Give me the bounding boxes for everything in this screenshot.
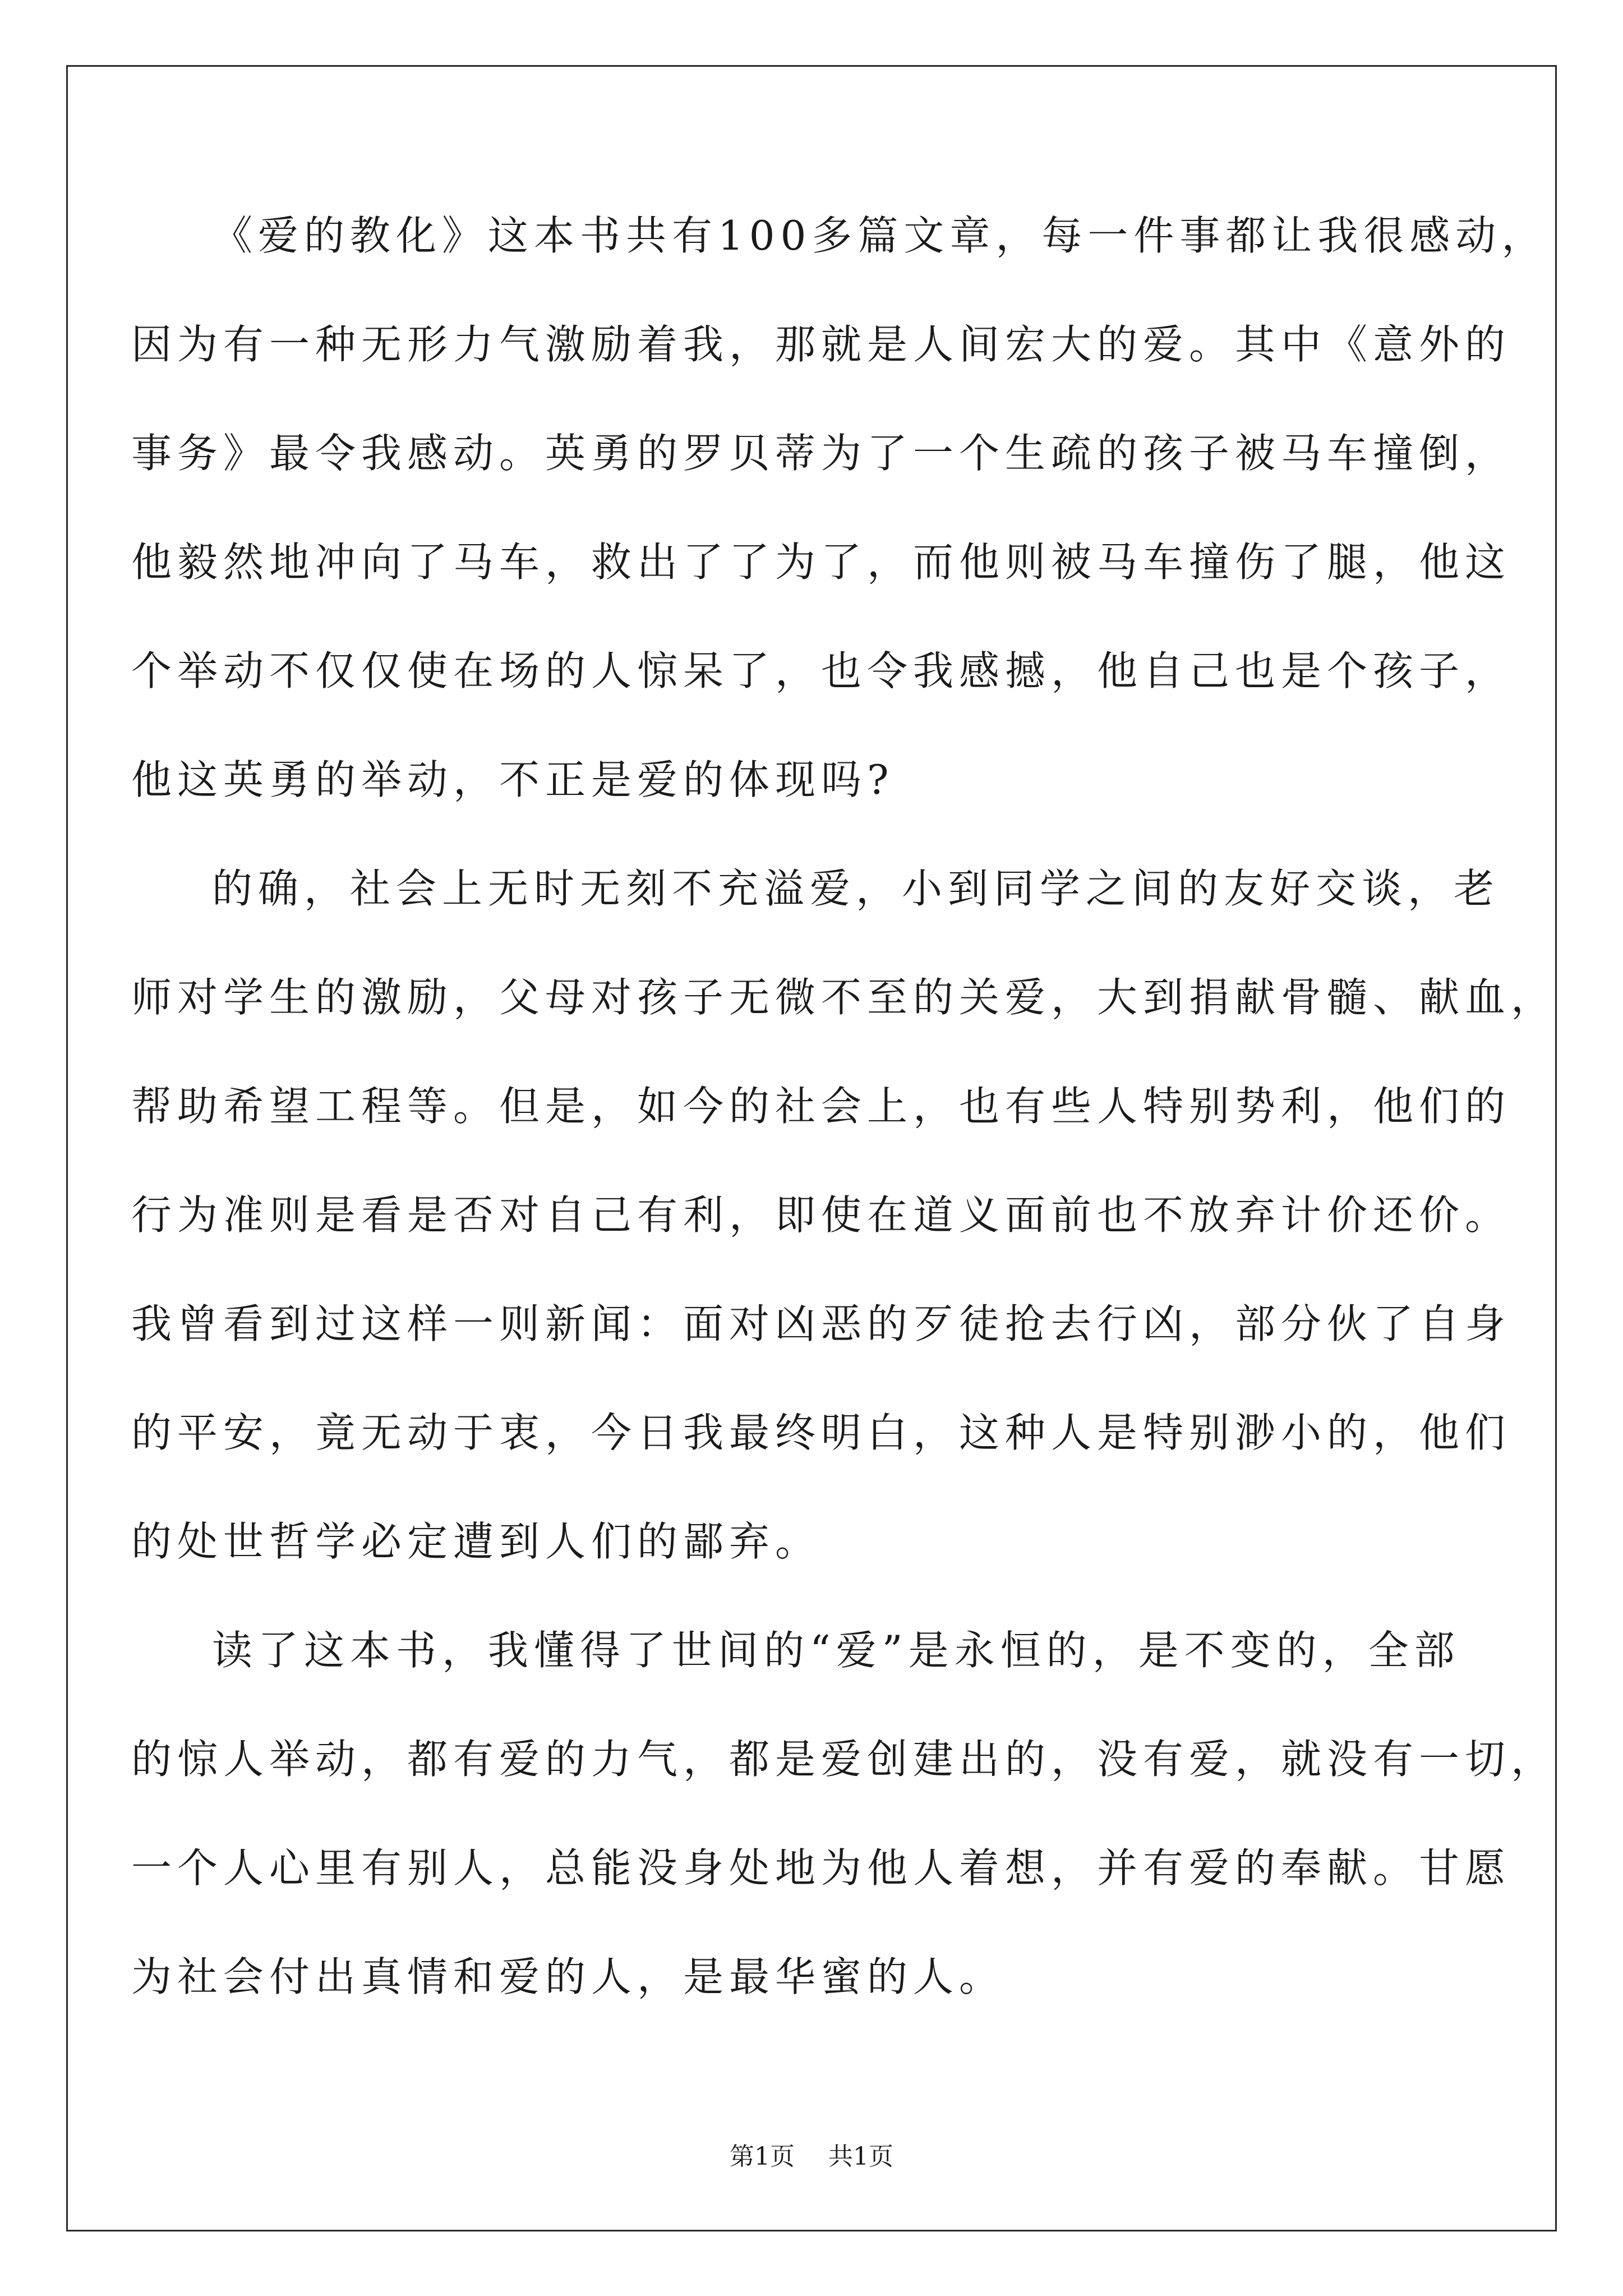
text-line: 个举动不仅仅使在场的人惊呆了，也令我感撼，他自己也是个孩子， [131,647,1511,694]
page-number: 第1页 [730,2142,795,2171]
text-line: 行为准则是看是否对自己有利，即使在道义面前也不放弃计价还价。 [131,1191,1511,1239]
text-line: 帮助希望工程等。但是，如今的社会上，也有些人特别势利，他们的 [131,1083,1511,1130]
paragraph-2 [131,834,1556,1596]
paragraph-3 [131,1596,1556,2031]
page-total: 共1页 [828,2142,893,2171]
text-line: 一个人心里有别人，总能没身处地为他人着想，并有爱的奉献。甘愿 [131,1844,1511,1892]
text-line: 我曾看到过这样一则新闻：面对凶恶的歹徒抢去行凶，部分伙了自身 [131,1300,1511,1347]
text-line: 师对学生的激励，父母对孩子无微不至的关爱，大到捐献骨髓、献血， [131,974,1557,1021]
text-line: 的惊人举动，都有爱的力气，都是爱创建出的，没有爱，就没有一切， [131,1736,1557,1783]
text-line: 他这英勇的举动，不正是爱的体现吗? [131,756,895,803]
text-line: 为社会付出真情和爱的人，是最华蜜的人。 [131,1953,1006,2000]
text-line: 的平安，竟无动于衷，今日我最终明白，这种人是特别渺小的，他们 [131,1409,1511,1456]
paragraph-1 [131,181,1556,834]
text-line: 他毅然地冲向了马车，救出了了为了，而他则被马车撞伤了腿，他这 [131,539,1511,586]
text-line: 的处世哲学必定遭到人们的鄙弃。 [131,1518,822,1565]
text-line: 事务》最令我感动。英勇的罗贝蒂为了一个生疏的孩子被马车撞倒， [131,430,1511,477]
page-footer [0,2140,1623,2174]
text-line: 的确，社会上无时无刻不充溢爱，小到同学之间的友好交谈，老 [212,865,1500,912]
article-body [131,181,1556,2031]
text-line: 读了这本书，我懂得了世间的“爱”是永恒的，是不变的，全部 [212,1627,1460,1674]
text-line: 因为有一种无形力气激励着我，那就是人间宏大的爱。其中《意外的 [131,321,1511,368]
text-line: 《爱的教化》这本书共有100多篇文章，每一件事都让我很感动， [212,212,1548,259]
